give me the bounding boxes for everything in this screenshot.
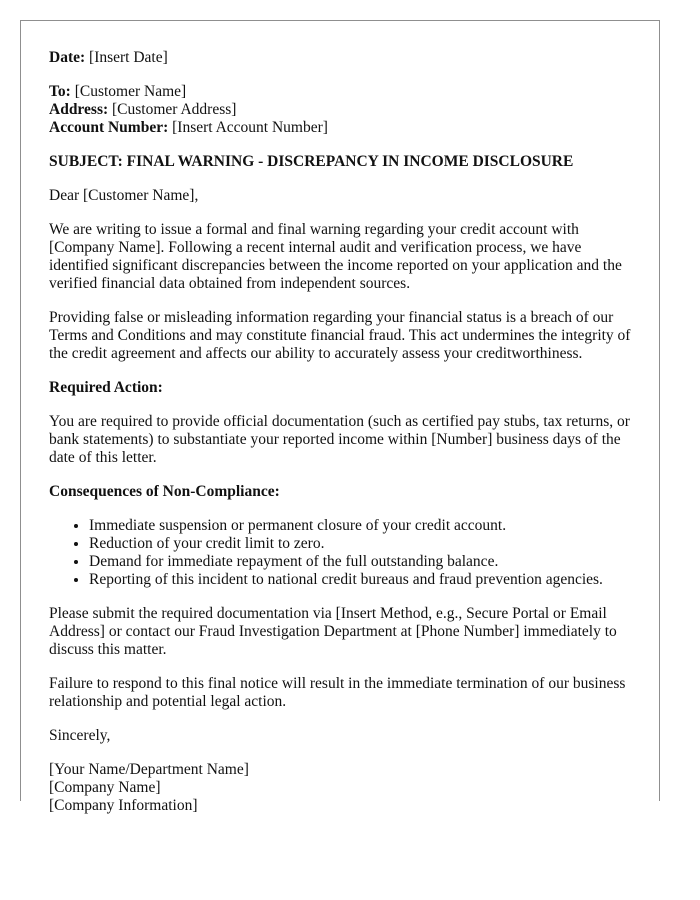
required-action-text: You are required to provide official documentation (such as certified pay stubs, tax returns, or bank statements) to substantiate your reported income within [Number] business days of the date of this letter. (49, 413, 630, 466)
required-action-heading-text: Required Action: (49, 379, 163, 396)
signature-info: [Company Information] (49, 797, 198, 814)
closing-paragraph: Please submit the required documentation via [Insert Method, e.g., Secure Portal or Email Address] or contact our Fraud Investigation Department at [Phone Number] immediately to discuss this matter. (49, 605, 617, 658)
signature-block (49, 761, 639, 815)
closing-paragraph: Failure to respond to this final notice will result in the immediate termination of our business relationship and potential legal action. (49, 675, 626, 710)
salutation: Dear [Customer Name], (49, 187, 199, 204)
list-item: • Reduction of your credit limit to zero. (89, 535, 639, 553)
list-item: • Demand for immediate repayment of the full outstanding balance. (89, 553, 639, 571)
signoff: Sincerely, (49, 727, 111, 744)
signature-company: [Company Name] (49, 779, 161, 796)
date-line (49, 49, 639, 67)
to-value: [Customer Name] (74, 83, 187, 100)
account-label: Account Number: (49, 119, 169, 136)
letter-page (20, 20, 660, 814)
subject-line (49, 153, 639, 171)
account-line (49, 119, 639, 137)
date-block (49, 49, 639, 67)
consequences-list (49, 517, 639, 589)
to-label: To: (49, 83, 71, 100)
list-item: • Immediate suspension or permanent closure of your credit account. (89, 517, 639, 535)
date-value: [Insert Date] (89, 49, 168, 66)
body-paragraph: Providing false or misleading information regarding your financial status is a breach of our Terms and Conditions and may constitute financial fraud. This act undermines the integrity of the credit agreement and affects our ability to accurately assess your creditworthiness. (49, 309, 631, 362)
to-line (49, 83, 639, 101)
consequences-heading-text: Consequences of Non-Compliance: (49, 483, 280, 500)
recipient-block (49, 83, 639, 137)
subject-text: SUBJECT: FINAL WARNING - DISCREPANCY IN INCOME DISCLOSURE (49, 153, 574, 170)
list-item: • Reporting of this incident to national credit bureaus and fraud prevention agencies. (89, 571, 639, 589)
account-value: [Insert Account Number] (172, 119, 328, 136)
body-paragraph: We are writing to issue a formal and final warning regarding your credit account with [Company Name]. Following a recent internal audit and verification process, we have identified significant discrepancies between the income reported on your application and the verified financial data obtained from independent sources. (49, 221, 622, 292)
required-action-heading (49, 379, 639, 397)
address-label: Address: (49, 101, 109, 118)
consequences-heading (49, 483, 639, 501)
letter-content (49, 49, 639, 815)
address-value: [Customer Address] (112, 101, 237, 118)
date-label: Date: (49, 49, 86, 66)
address-line (49, 101, 639, 119)
signature-name: [Your Name/Department Name] (49, 761, 249, 778)
